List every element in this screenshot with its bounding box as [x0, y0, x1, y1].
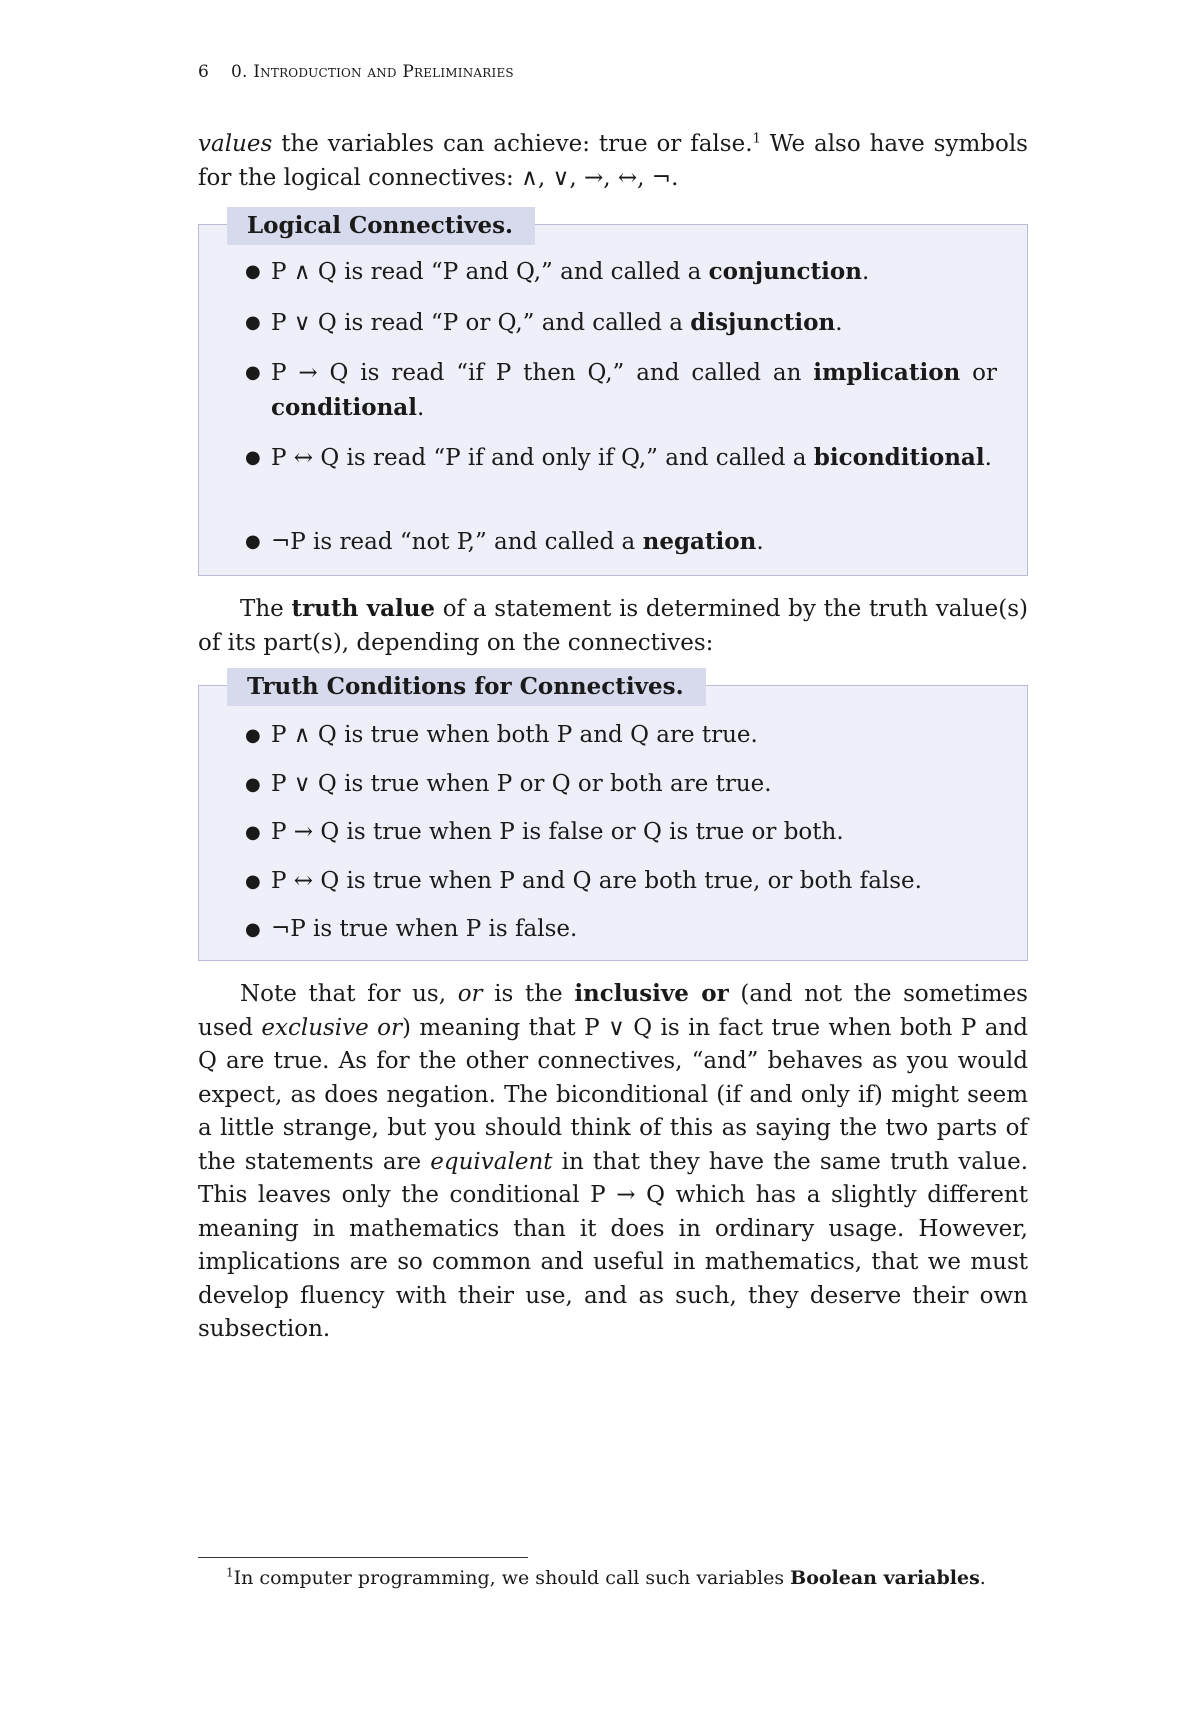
connectives-list [245, 255, 997, 559]
formula: P ∧ Q [271, 259, 337, 285]
truth-value-paragraph [198, 592, 1028, 660]
footnote-rule [198, 1557, 528, 1558]
para-em: exclusive or [261, 1014, 403, 1041]
footnote-ref[interactable]: 1 [752, 131, 761, 147]
item-text: is read “if P then Q,” and called an [348, 360, 814, 386]
footnote-end: . [979, 1567, 986, 1589]
item-text: is true when P is false or Q is true or both. [339, 819, 844, 845]
formula: P ∧ Q [271, 722, 337, 748]
term: implication [813, 359, 961, 386]
term: conditional [271, 393, 417, 421]
item-end: . [416, 394, 425, 421]
item-text: is true when both P and Q are true. [336, 722, 758, 748]
item-text: is true when P or Q or both are true. [336, 770, 772, 797]
term: conjunction [708, 258, 862, 285]
para-text: The [240, 596, 292, 622]
formula: P ↔ Q [271, 445, 340, 471]
list-item [245, 816, 997, 850]
formula: P → Q [271, 819, 340, 845]
formula: P ↔ Q [271, 867, 340, 894]
bullet-icon: ● [245, 261, 261, 282]
term: inclusive or [574, 980, 729, 1007]
para-text: Note that for us, [240, 981, 458, 1007]
formula: P ∨ Q [271, 770, 337, 797]
bullet-icon: ● [245, 362, 261, 383]
para-text: of a statement is determined by the truth value(s) of its part(s), depending on the connectives: [198, 596, 1028, 656]
item-end: . [984, 445, 992, 471]
intro-em: values [198, 131, 273, 157]
item-mid: or [960, 360, 997, 386]
term: disjunction [690, 308, 836, 336]
bullet-icon: ● [245, 870, 261, 892]
item-text: is read “not P,” and called a [305, 528, 643, 555]
bullet-icon: ● [245, 530, 261, 552]
para-text: (and not the sometimes used [198, 981, 1028, 1041]
running-head [198, 62, 514, 82]
bullet-icon: ● [245, 822, 261, 843]
para-text: ) meaning that P ∨ Q is in fact true when both P and Q are true. As for the other connectives, “and” behaves as you would expect, as does negation. The biconditional (if and only if) might seem a little strange, but you should think of this as saying the two parts of the statements are [198, 1014, 1028, 1175]
para-text: in that they have the same truth value. This leaves only the conditional P → Q which has a slightly different meaning in mathematics than it does in ordinary usage. However, implications are so common and useful in mathematics, that we must develop fluency with their use, and as such, they deserve their own subsection. [198, 1148, 1028, 1342]
bullet-icon: ● [245, 725, 261, 746]
intro-text-1: the variables can achieve: true or false. [272, 131, 753, 157]
item-text: is read “P if and only if Q,” and called a [339, 445, 814, 471]
box-title: Truth Conditions for Connectives. [227, 668, 706, 706]
list-item [245, 719, 997, 753]
bullet-icon: ● [245, 773, 261, 795]
term: negation [642, 527, 757, 555]
logical-connectives-box [198, 212, 1028, 576]
formula: P → Q [271, 360, 349, 386]
list-item [245, 913, 997, 947]
term: Boolean variables [790, 1567, 980, 1589]
page-number: 6 [198, 62, 210, 82]
list-item [245, 255, 997, 290]
item-text: is read “P or Q,” and called a [336, 309, 691, 336]
truth-conditions-list [245, 719, 997, 947]
truth-conditions-box [198, 673, 1028, 961]
intro-paragraph [198, 128, 1028, 195]
list-item [245, 356, 997, 425]
para-em: equivalent [430, 1148, 553, 1175]
term: truth value [291, 595, 436, 622]
item-text: is true when P is false. [305, 916, 578, 942]
formula: ¬P [271, 916, 306, 942]
list-item [245, 306, 997, 341]
item-text: is read “P and Q,” and called a [336, 259, 709, 285]
item-end: . [861, 259, 870, 285]
intro-text-2: We also have symbols for the logical connectives: ∧, ∨, →, ↔, ¬. [198, 131, 1028, 191]
footnote [226, 1565, 986, 1591]
item-text: is true when P and Q are both true, or both false. [339, 867, 922, 894]
footnote-mark: 1 [226, 1565, 234, 1580]
item-end: . [756, 528, 764, 555]
list-item [245, 768, 997, 802]
inclusive-or-paragraph [198, 977, 1028, 1347]
bullet-icon: ● [245, 311, 261, 333]
formula: P ∨ Q [271, 309, 337, 336]
para-em: or [457, 981, 483, 1007]
formula: ¬P [271, 528, 306, 555]
bullet-icon: ● [245, 447, 261, 468]
list-item [245, 441, 997, 476]
chapter-title: 0. Introduction and Preliminaries [231, 62, 514, 82]
item-end: . [835, 309, 843, 336]
footnote-text: In computer programming, we should call such variables [233, 1567, 791, 1589]
list-item [245, 865, 997, 899]
bullet-icon: ● [245, 919, 261, 940]
list-item [245, 525, 997, 560]
box-title: Logical Connectives. [227, 207, 535, 245]
para-text: is the [482, 981, 575, 1007]
term: biconditional [813, 444, 985, 471]
